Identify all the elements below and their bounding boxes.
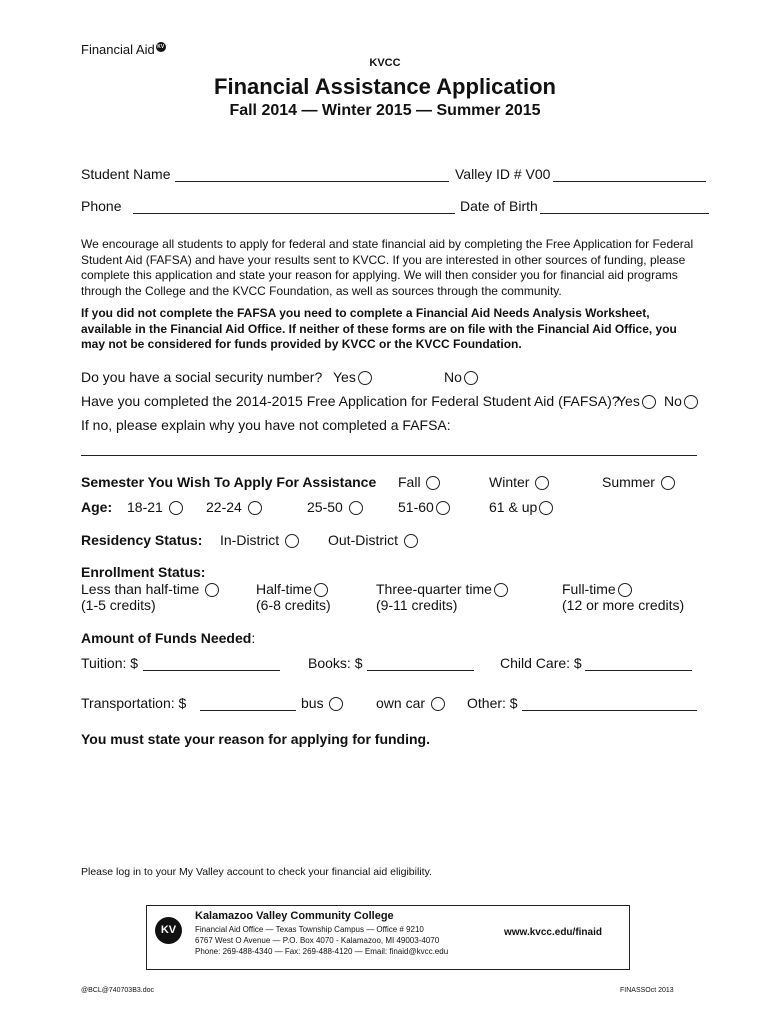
fafsa-question: Have you completed the 2014-2015 Free Application for Federal Student Aid (FAFSA)? — [81, 393, 620, 409]
age-option-label: 22-24 — [206, 499, 242, 515]
childcare-label: Child Care: $ — [500, 655, 582, 671]
other-label: Other: $ — [467, 695, 518, 711]
enrollment-less-half[interactable] — [81, 581, 219, 597]
age-option-18-21[interactable] — [127, 499, 183, 515]
fafsa-notice: If you did not complete the FAFSA you need to complete a Financial Aid Needs Analysis Worksheet, available in the Financial Aid Office. If neither of these forms are on file with the Financial Aid Office, you may not be considered for funds provided by KVCC or the KVCC Foundation. — [81, 306, 677, 351]
transportation-field[interactable] — [200, 710, 296, 711]
ssn-yes-radio[interactable] — [358, 371, 372, 385]
tuition-field[interactable] — [143, 670, 280, 671]
enrollment-option-label: Three-quarter time — [376, 581, 492, 597]
org-name: KVCC — [369, 57, 401, 69]
age-label: Age: — [81, 499, 113, 515]
age-option-25-50[interactable] — [307, 499, 363, 515]
financial-aid-logo — [81, 42, 166, 57]
phone-label: Phone — [81, 198, 122, 214]
fafsa-no-radio[interactable] — [684, 395, 698, 409]
ssn-question: Do you have a social security number? — [81, 369, 323, 385]
transportation-label: Transportation: $ — [81, 695, 187, 711]
age-option-61-up[interactable] — [489, 499, 553, 515]
kv-badge-icon: KV — [157, 44, 165, 50]
enrollment-radio[interactable] — [314, 583, 328, 597]
childcare-field[interactable] — [585, 670, 692, 671]
valley-id-field[interactable] — [553, 181, 706, 182]
fall-label: Fall — [398, 474, 421, 490]
footer-line-3: Phone: 269-488-4340 — Fax: 269-488-4120 — Email: finaid@kvcc.edu — [195, 947, 449, 956]
fafsa-yes-radio[interactable] — [642, 395, 656, 409]
semester-summer[interactable] — [602, 474, 675, 490]
phone-field[interactable] — [133, 213, 455, 214]
logo-text: Financial Aid — [81, 42, 155, 57]
semester-winter[interactable] — [489, 474, 549, 490]
semester-label: Semester You Wish To Apply For Assistance — [81, 474, 377, 490]
enrollment-option-label: Less than half-time — [81, 581, 200, 597]
enrollment-full[interactable] — [562, 581, 632, 597]
page-subtitle: Fall 2014 — Winter 2015 — Summer 2015 — [229, 102, 541, 119]
out-district-label: Out-District — [328, 532, 398, 548]
dob-label: Date of Birth — [460, 198, 538, 214]
own-car-radio[interactable] — [431, 697, 445, 711]
ssn-yes-label: Yes — [333, 369, 356, 385]
reason-field[interactable] — [81, 752, 697, 852]
funds-label: Amount of Funds Needed — [81, 630, 252, 646]
fafsa-no[interactable] — [664, 393, 698, 409]
enrollment-option-label: Half-time — [256, 581, 313, 597]
winter-radio[interactable] — [535, 476, 549, 490]
enrollment-radio[interactable] — [205, 583, 219, 597]
age-radio[interactable] — [349, 501, 363, 515]
semester-fall[interactable] — [398, 474, 440, 490]
own-car-option[interactable] — [376, 695, 445, 711]
explain-field[interactable] — [81, 455, 697, 456]
funds-colon: : — [251, 630, 256, 646]
enrollment-option-label: Full-time — [562, 581, 616, 597]
age-radio[interactable] — [436, 501, 450, 515]
books-label: Books: $ — [308, 655, 363, 671]
student-name-label: Student Name — [81, 166, 171, 182]
age-option-label: 25-50 — [307, 499, 343, 515]
winter-label: Winter — [489, 474, 530, 490]
footer-line-1: Financial Aid Office — Texas Township Campus — Office # 9210 — [195, 925, 424, 934]
own-car-label: own car — [376, 695, 426, 711]
age-option-label: 18-21 — [127, 499, 163, 515]
age-option-22-24[interactable] — [206, 499, 262, 515]
residency-in[interactable] — [220, 532, 299, 548]
tuition-label: Tuition: $ — [81, 655, 139, 671]
bus-label: bus — [301, 695, 324, 711]
explain-label: If no, please explain why you have not completed a FAFSA: — [81, 417, 451, 433]
age-option-label: 51-60 — [398, 499, 434, 515]
intro-paragraph: We encourage all students to apply for federal and state financial aid by completing the Free Application for Federal Student Aid (FAFSA) and have your results sent to KVCC. If you are interested in other sources of funding, please complete this application and state your reason for applying. We will then consider you for financial aid programs through the College and the KVCC Foundation, as well as sources through the community. — [81, 237, 694, 298]
age-option-51-60[interactable] — [398, 499, 450, 515]
fafsa-no-label: No — [664, 393, 682, 409]
footer-line-2: 6767 West O Avenue — P.O. Box 4070 - Kalamazoo, MI 49003-4070 — [195, 936, 440, 945]
enrollment-radio[interactable] — [494, 583, 508, 597]
enrollment-credits: (12 or more credits) — [562, 597, 685, 613]
age-option-label: 61 & up — [489, 499, 538, 515]
ssn-yes[interactable] — [333, 369, 372, 385]
other-field[interactable] — [522, 710, 697, 711]
books-field[interactable] — [367, 670, 474, 671]
doc-id-right: FINASSOct 2013 — [620, 987, 674, 994]
residency-label: Residency Status: — [81, 532, 203, 548]
college-name: Kalamazoo Valley Community College — [195, 910, 394, 922]
funds-heading — [81, 630, 255, 646]
enrollment-half[interactable] — [256, 581, 328, 597]
student-name-field[interactable] — [175, 181, 449, 182]
ssn-no-label: No — [444, 369, 462, 385]
bus-radio[interactable] — [329, 697, 343, 711]
enrollment-credits: (9-11 credits) — [376, 597, 458, 613]
age-radio[interactable] — [248, 501, 262, 515]
valley-id-label: Valley ID # V00 — [455, 166, 551, 182]
fafsa-yes[interactable] — [617, 393, 656, 409]
fafsa-yes-label: Yes — [617, 393, 640, 409]
dob-field[interactable] — [540, 213, 709, 214]
kvcc-logo-icon: KV — [155, 917, 182, 944]
reason-heading: You must state your reason for applying for funding. — [81, 731, 430, 747]
in-district-radio[interactable] — [285, 534, 299, 548]
age-radio[interactable] — [169, 501, 183, 515]
enrollment-three-quarter[interactable] — [376, 581, 508, 597]
age-radio[interactable] — [539, 501, 553, 515]
residency-out[interactable] — [328, 532, 418, 548]
footer-url-link[interactable]: www.kvcc.edu/finaid — [504, 927, 602, 938]
fall-radio[interactable] — [426, 476, 440, 490]
footer-contact-box — [146, 905, 630, 970]
page-title: Financial Assistance Application — [214, 74, 556, 99]
ssn-no[interactable] — [444, 369, 478, 385]
enrollment-credits: (6-8 credits) — [256, 597, 331, 613]
login-note: Please log in to your My Valley account to check your financial aid eligibility. — [81, 866, 432, 878]
enrollment-credits: (1-5 credits) — [81, 597, 156, 613]
ssn-no-radio[interactable] — [464, 371, 478, 385]
doc-id-left: @BCL@740703B3.doc — [81, 987, 154, 994]
enrollment-radio[interactable] — [618, 583, 632, 597]
summer-radio[interactable] — [661, 476, 675, 490]
in-district-label: In-District — [220, 532, 280, 548]
summer-label: Summer — [602, 474, 655, 490]
bus-option[interactable] — [301, 695, 343, 711]
enrollment-label: Enrollment Status: — [81, 564, 206, 580]
out-district-radio[interactable] — [404, 534, 418, 548]
